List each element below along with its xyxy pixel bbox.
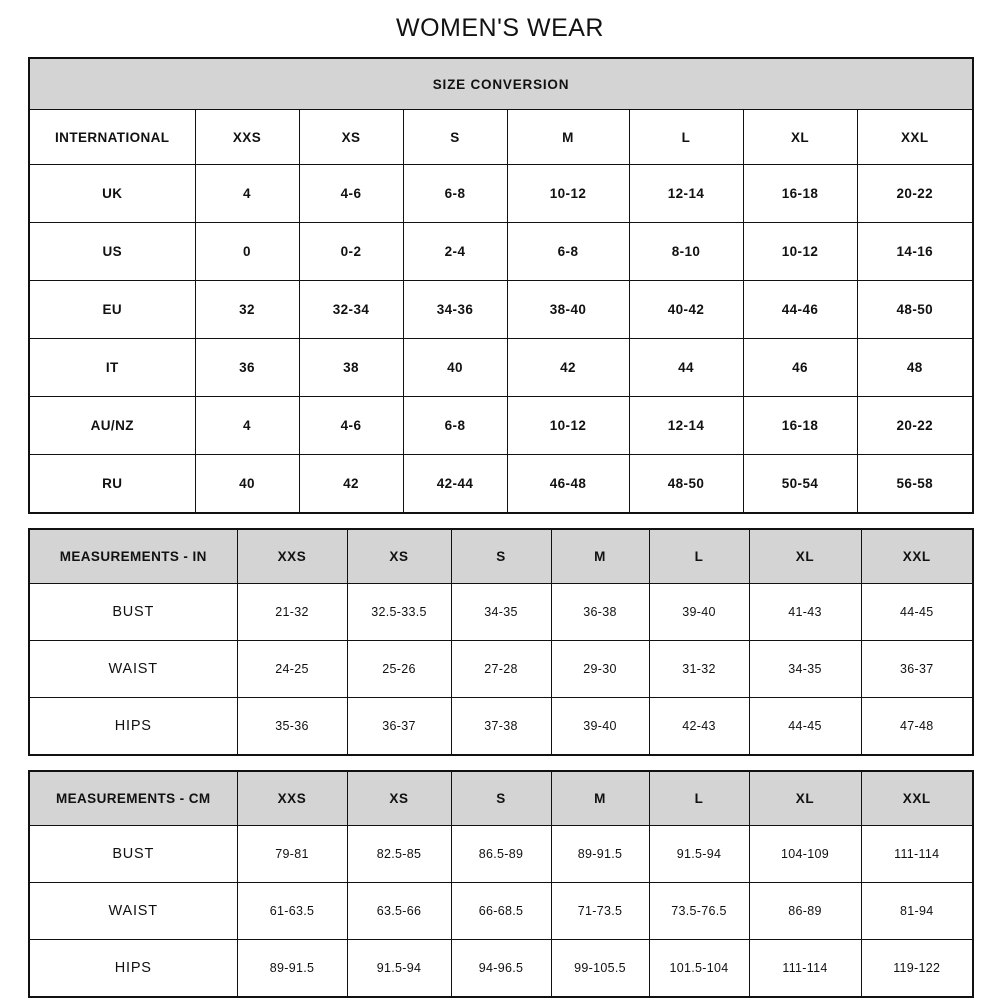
cell: 46	[743, 339, 857, 397]
row-label: WAIST	[29, 641, 237, 698]
cell: 61-63.5	[237, 883, 347, 940]
measurements-in-table	[28, 528, 974, 756]
column-header-m: M	[507, 110, 629, 165]
cell: 73.5-76.5	[649, 883, 749, 940]
cell: 42	[507, 339, 629, 397]
table-header-row	[29, 771, 973, 826]
cell: 79-81	[237, 826, 347, 883]
cell: 6-8	[507, 223, 629, 281]
table-row	[29, 826, 973, 883]
table-header-row	[29, 529, 973, 584]
cell: 32.5-33.5	[347, 584, 451, 641]
cell: 25-26	[347, 641, 451, 698]
cell: 6-8	[403, 165, 507, 223]
table-row	[29, 883, 973, 940]
cell: 38-40	[507, 281, 629, 339]
cell: 63.5-66	[347, 883, 451, 940]
cell: 10-12	[507, 397, 629, 455]
table-row	[29, 397, 973, 455]
column-header-xxl: XXL	[857, 110, 973, 165]
table-row	[29, 940, 973, 998]
cell: 10-12	[743, 223, 857, 281]
page-title: WOMEN'S WEAR	[396, 14, 604, 42]
cell: 101.5-104	[649, 940, 749, 998]
column-header-s: S	[451, 771, 551, 826]
cell: 82.5-85	[347, 826, 451, 883]
cell: 35-36	[237, 698, 347, 756]
cell: 99-105.5	[551, 940, 649, 998]
table-row	[29, 58, 973, 110]
column-header-xs: XS	[347, 771, 451, 826]
table-row	[29, 698, 973, 756]
column-header-measurements-cm: MEASUREMENTS - CM	[29, 771, 237, 826]
column-header-l: L	[629, 110, 743, 165]
cell: 8-10	[629, 223, 743, 281]
column-header-xxs: XXS	[195, 110, 299, 165]
cell: 104-109	[749, 826, 861, 883]
cell: 12-14	[629, 165, 743, 223]
cell: 32	[195, 281, 299, 339]
cell: 27-28	[451, 641, 551, 698]
cell: 4-6	[299, 397, 403, 455]
row-label: AU/NZ	[29, 397, 195, 455]
table-row	[29, 339, 973, 397]
cell: 44-45	[749, 698, 861, 756]
cell: 6-8	[403, 397, 507, 455]
cell: 89-91.5	[237, 940, 347, 998]
cell: 32-34	[299, 281, 403, 339]
column-header-xxs: XXS	[237, 771, 347, 826]
cell: 48-50	[629, 455, 743, 514]
column-header-l: L	[649, 771, 749, 826]
column-header-xl: XL	[749, 771, 861, 826]
cell: 94-96.5	[451, 940, 551, 998]
table-row	[29, 281, 973, 339]
column-header-measurements-in: MEASUREMENTS - IN	[29, 529, 237, 584]
column-header-xs: XS	[299, 110, 403, 165]
row-label: BUST	[29, 584, 237, 641]
cell: 16-18	[743, 165, 857, 223]
row-label: BUST	[29, 826, 237, 883]
cell: 14-16	[857, 223, 973, 281]
cell: 46-48	[507, 455, 629, 514]
cell: 111-114	[749, 940, 861, 998]
cell: 36-37	[861, 641, 973, 698]
cell: 29-30	[551, 641, 649, 698]
row-label: HIPS	[29, 698, 237, 756]
cell: 38	[299, 339, 403, 397]
cell: 0	[195, 223, 299, 281]
cell: 4	[195, 397, 299, 455]
cell: 39-40	[551, 698, 649, 756]
cell: 39-40	[649, 584, 749, 641]
cell: 40	[403, 339, 507, 397]
row-label: EU	[29, 281, 195, 339]
cell: 71-73.5	[551, 883, 649, 940]
column-header-m: M	[551, 529, 649, 584]
cell: 12-14	[629, 397, 743, 455]
column-header-m: M	[551, 771, 649, 826]
size-conversion-banner: SIZE CONVERSION	[29, 58, 973, 110]
cell: 36-38	[551, 584, 649, 641]
cell: 4-6	[299, 165, 403, 223]
column-header-s: S	[451, 529, 551, 584]
cell: 0-2	[299, 223, 403, 281]
cell: 50-54	[743, 455, 857, 514]
cell: 34-35	[749, 641, 861, 698]
cell: 42	[299, 455, 403, 514]
cell: 31-32	[649, 641, 749, 698]
table-gap	[28, 756, 972, 770]
column-header-xxl: XXL	[861, 771, 973, 826]
cell: 48-50	[857, 281, 973, 339]
row-label: WAIST	[29, 883, 237, 940]
cell: 24-25	[237, 641, 347, 698]
cell: 40-42	[629, 281, 743, 339]
cell: 20-22	[857, 165, 973, 223]
cell: 36	[195, 339, 299, 397]
cell: 34-36	[403, 281, 507, 339]
row-label: IT	[29, 339, 195, 397]
cell: 44-45	[861, 584, 973, 641]
cell: 91.5-94	[649, 826, 749, 883]
cell: 91.5-94	[347, 940, 451, 998]
column-header-xxl: XXL	[861, 529, 973, 584]
cell: 36-37	[347, 698, 451, 756]
column-header-s: S	[403, 110, 507, 165]
cell: 44-46	[743, 281, 857, 339]
row-label: HIPS	[29, 940, 237, 998]
column-header-xl: XL	[749, 529, 861, 584]
cell: 20-22	[857, 397, 973, 455]
cell: 41-43	[749, 584, 861, 641]
cell: 66-68.5	[451, 883, 551, 940]
cell: 111-114	[861, 826, 973, 883]
table-row	[29, 455, 973, 514]
table-row	[29, 584, 973, 641]
measurements-cm-table	[28, 770, 974, 998]
table-row	[29, 641, 973, 698]
table-header-row	[29, 110, 973, 165]
cell: 86-89	[749, 883, 861, 940]
cell: 81-94	[861, 883, 973, 940]
cell: 2-4	[403, 223, 507, 281]
column-header-xl: XL	[743, 110, 857, 165]
cell: 44	[629, 339, 743, 397]
cell: 21-32	[237, 584, 347, 641]
cell: 4	[195, 165, 299, 223]
cell: 10-12	[507, 165, 629, 223]
cell: 86.5-89	[451, 826, 551, 883]
size-conversion-table	[28, 57, 974, 514]
cell: 42-43	[649, 698, 749, 756]
column-header-xs: XS	[347, 529, 451, 584]
row-label: UK	[29, 165, 195, 223]
table-row	[29, 223, 973, 281]
cell: 37-38	[451, 698, 551, 756]
cell: 34-35	[451, 584, 551, 641]
column-header-l: L	[649, 529, 749, 584]
cell: 42-44	[403, 455, 507, 514]
cell: 40	[195, 455, 299, 514]
column-header-xxs: XXS	[237, 529, 347, 584]
row-label: US	[29, 223, 195, 281]
column-header-international: INTERNATIONAL	[29, 110, 195, 165]
row-label: RU	[29, 455, 195, 514]
table-row	[29, 165, 973, 223]
cell: 16-18	[743, 397, 857, 455]
cell: 119-122	[861, 940, 973, 998]
table-gap	[28, 514, 972, 528]
cell: 56-58	[857, 455, 973, 514]
cell: 48	[857, 339, 973, 397]
cell: 89-91.5	[551, 826, 649, 883]
cell: 47-48	[861, 698, 973, 756]
